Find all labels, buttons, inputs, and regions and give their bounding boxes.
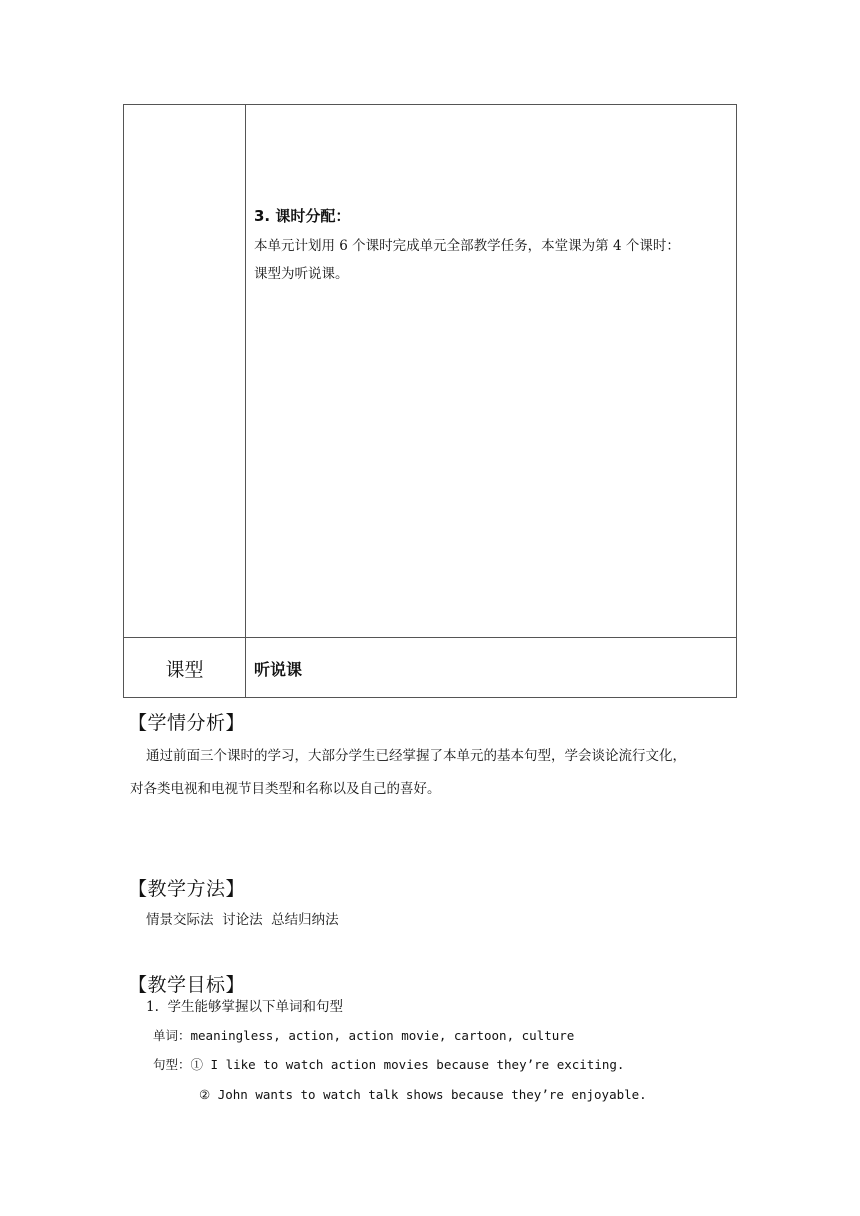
student-analysis-heading: 【学情分析】 [128,712,246,734]
lesson-type-value: 听说课 [254,659,303,679]
section-heading: 3. 课时分配： [254,207,351,225]
lesson-plan-table [123,104,737,698]
table-cell-content [246,105,736,637]
teaching-goals-heading: 【教学目标】 [128,974,246,996]
goal-words: 单词：meaningless, action, action movie, cartoon, culture [153,1028,575,1043]
teaching-method-heading: 【教学方法】 [128,878,246,900]
section-body [254,232,734,288]
lesson-type-label: 课型 [165,658,204,681]
teaching-method-text: 情景交际法 讨论法 总结归纳法 [146,912,339,928]
section-line: 课型为听说课。 [254,266,349,282]
student-analysis-line: 对各类电视和电视节目类型和名称以及自己的喜好。 [130,781,441,797]
goal-sentence: ② John wants to watch talk shows because they’re enjoyable. [199,1087,647,1102]
section-line: 本单元计划用 6 个课时完成单元全部教学任务，本堂课为第 4 个课时： [254,238,680,254]
goal-sentence: 句型：① I like to watch action movies because they’re exciting. [153,1057,625,1072]
student-analysis-line: 通过前面三个课时的学习，大部分学生已经掌握了本单元的基本句型，学会谈论流行文化， [146,748,686,764]
goal-item: 1. 学生能够掌握以下单词和句型 [146,999,343,1015]
